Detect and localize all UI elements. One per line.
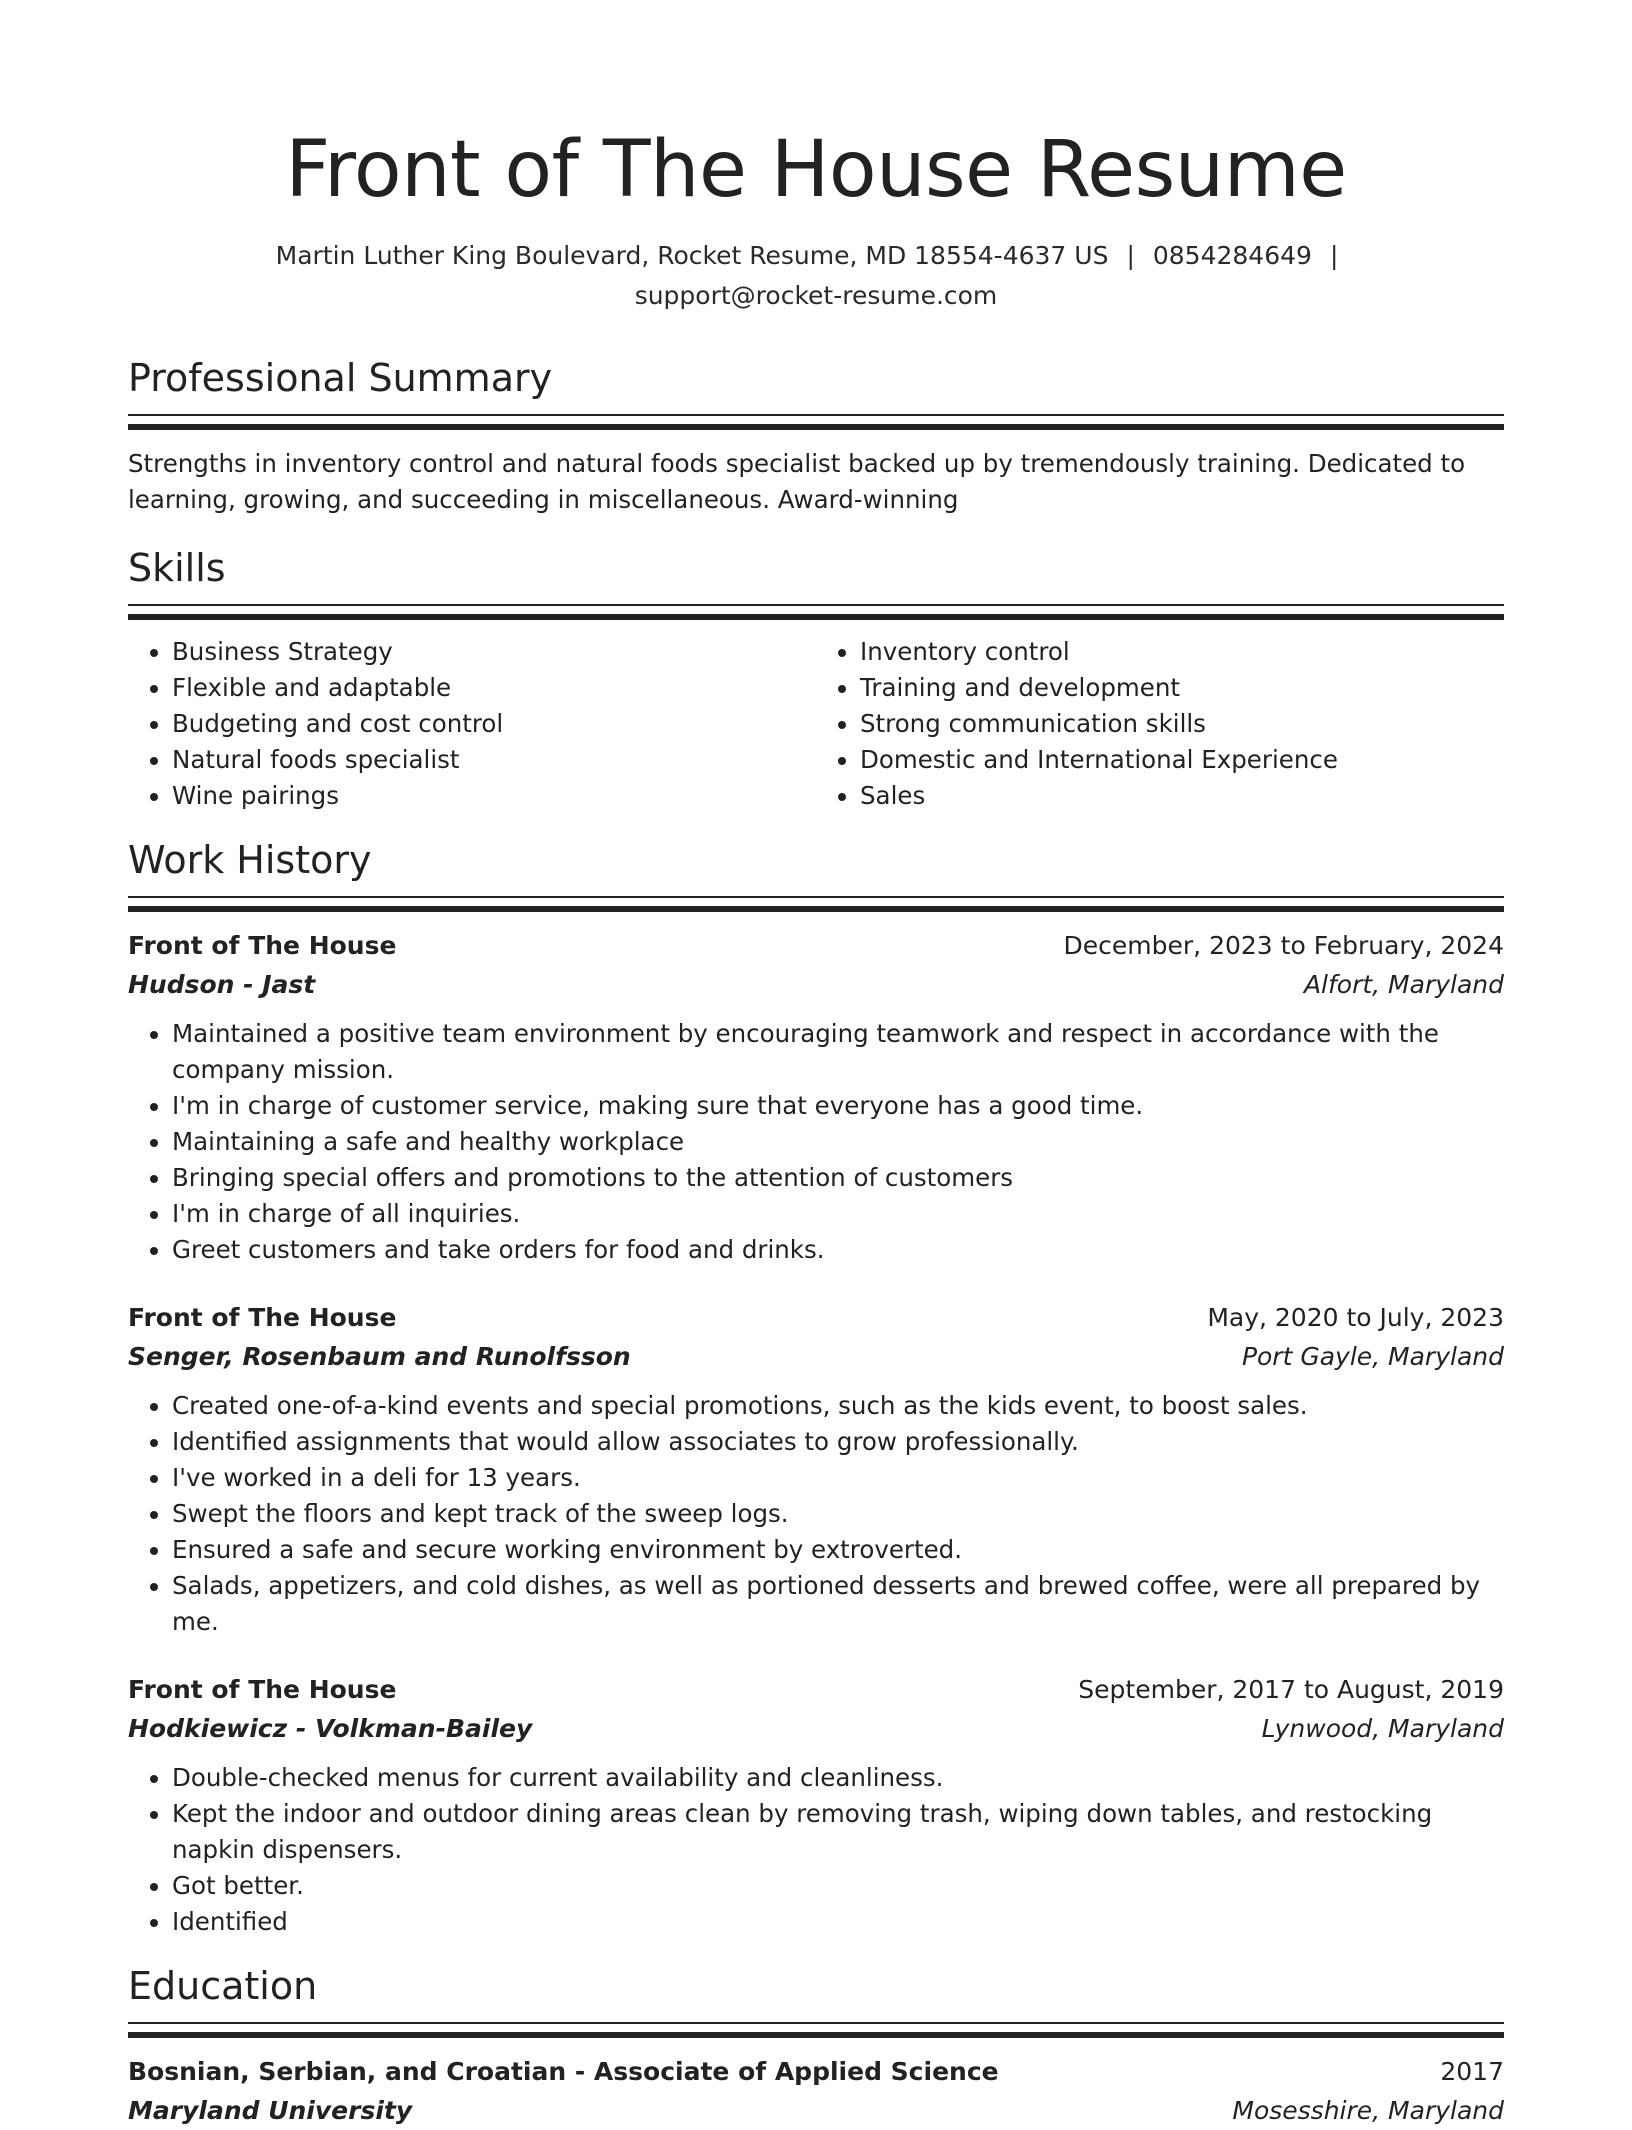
job-company: Senger, Rosenbaum and Runolfsson [128, 1342, 631, 1371]
job-duty: • Swept the floors and kept track of the sweep logs. [172, 1496, 1504, 1532]
job-dates: May, 2020 to July, 2023 [1207, 1303, 1504, 1332]
job-company: Hodkiewicz - Volkman-Bailey [128, 1714, 533, 1743]
skills-list-right [816, 634, 1504, 814]
contact-separator: | [1126, 241, 1135, 270]
education-header [128, 2052, 1504, 2092]
skill-item: • Strong communication skills [860, 706, 1504, 742]
job-duty: • Ensured a safe and secure working environment by extroverted. [172, 1532, 1504, 1568]
job-duty: • Got better. [172, 1868, 1504, 1904]
job-duty: • I've worked in a deli for 13 years. [172, 1460, 1504, 1496]
job-duty: • Created one-of-a-kind events and special promotions, such as the kids event, to boost sales. [172, 1388, 1504, 1424]
job-duty: • I'm in charge of all inquiries. [172, 1196, 1504, 1232]
section-divider-thick [128, 614, 1504, 620]
job-duty: • Double-checked menus for current availability and cleanliness. [172, 1760, 1504, 1796]
job-location: Alfort, Maryland [1303, 970, 1504, 999]
skills-list-left [128, 634, 816, 814]
job-duties [128, 1760, 1504, 1940]
education-location: Mosesshire, Maryland [1232, 2096, 1504, 2125]
skills-columns [128, 634, 1504, 814]
skill-item: • Sales [860, 778, 1504, 814]
summary-section [128, 354, 1504, 518]
job-entry [128, 1670, 1504, 1940]
resume-title: Front of The House Resume [285, 125, 1347, 215]
contact-line-1 [128, 236, 1504, 276]
summary-text: Strengths in inventory control and natural foods specialist backed up by tremendously training. Dedicated to learning, growing, and succeeding in miscellaneous. Award-winning [128, 449, 1466, 514]
job-duty: • Greet customers and take orders for food and drinks. [172, 1232, 1504, 1268]
education-subheader [128, 2092, 1504, 2130]
education-year: 2017 [1440, 2057, 1504, 2086]
job-location: Port Gayle, Maryland [1241, 1342, 1504, 1371]
skill-item: • Domestic and International Experience [860, 742, 1504, 778]
job-company: Hudson - Jast [128, 970, 316, 999]
job-entry [128, 1298, 1504, 1640]
work-history-section [128, 836, 1504, 1940]
section-divider-thick [128, 2032, 1504, 2038]
section-divider-thick [128, 906, 1504, 912]
job-duty: • Kept the indoor and outdoor dining areas clean by removing trash, wiping down tables, and restocking napkin dispensers. [172, 1796, 1504, 1868]
job-dates: September, 2017 to August, 2019 [1078, 1675, 1504, 1704]
job-dates: December, 2023 to February, 2024 [1063, 931, 1504, 960]
job-subheader [128, 966, 1504, 1004]
job-duty: • Salads, appetizers, and cold dishes, as well as portioned desserts and brewed coffee, were all prepared by me. [172, 1568, 1504, 1640]
education-school: Maryland University [128, 2096, 413, 2125]
job-entry [128, 926, 1504, 1268]
education-entry [128, 2052, 1504, 2130]
job-duties [128, 1016, 1504, 1268]
job-duties [128, 1388, 1504, 1640]
skill-item: • Business Strategy [172, 634, 816, 670]
skill-item: • Flexible and adaptable [172, 670, 816, 706]
job-duty: • Maintaining a safe and healthy workplace [172, 1124, 1504, 1160]
contact-info [128, 236, 1504, 316]
resume-page [128, 0, 1504, 2130]
contact-separator: | [1329, 241, 1339, 270]
job-title: Front of The House [128, 1675, 397, 1704]
section-divider [128, 604, 1504, 606]
job-header [128, 1298, 1504, 1338]
job-duty: • Maintained a positive team environment by encouraging teamwork and respect in accordance with the company mission. [172, 1016, 1504, 1088]
skill-item: • Natural foods specialist [172, 742, 816, 778]
job-title: Front of The House [128, 1303, 397, 1332]
job-duty: • Identified assignments that would allow associates to grow professionally. [172, 1424, 1504, 1460]
contact-line-2 [128, 276, 1504, 316]
contact-email[interactable]: support@rocket-resume.com [634, 281, 998, 310]
skill-item: • Budgeting and cost control [172, 706, 816, 742]
job-header [128, 1670, 1504, 1710]
job-duty: • Bringing special offers and promotions to the attention of customers [172, 1160, 1504, 1196]
job-duty: • I'm in charge of customer service, making sure that everyone has a good time. [172, 1088, 1504, 1124]
skill-item: • Training and development [860, 670, 1504, 706]
skills-section [128, 544, 1504, 814]
skill-item: • Wine pairings [172, 778, 816, 814]
contact-address: Martin Luther King Boulevard, Rocket Resume, MD 18554-4637 US [275, 241, 1109, 270]
education-section [128, 1962, 1504, 2130]
section-divider [128, 2022, 1504, 2024]
job-duty: • Identified [172, 1904, 1504, 1940]
job-header [128, 926, 1504, 966]
section-heading: Skills [128, 546, 226, 590]
contact-phone: 0854284649 [1152, 241, 1312, 270]
education-degree: Bosnian, Serbian, and Croatian - Associate of Applied Science [128, 2057, 999, 2086]
section-heading: Professional Summary [128, 356, 553, 400]
section-divider [128, 414, 1504, 416]
section-divider-thick [128, 424, 1504, 430]
job-title: Front of The House [128, 931, 397, 960]
job-subheader [128, 1338, 1504, 1376]
section-heading: Education [128, 1964, 318, 2008]
skill-item: • Inventory control [860, 634, 1504, 670]
job-subheader [128, 1710, 1504, 1748]
section-heading: Work History [128, 838, 372, 882]
section-divider [128, 896, 1504, 898]
job-location: Lynwood, Maryland [1261, 1714, 1504, 1743]
